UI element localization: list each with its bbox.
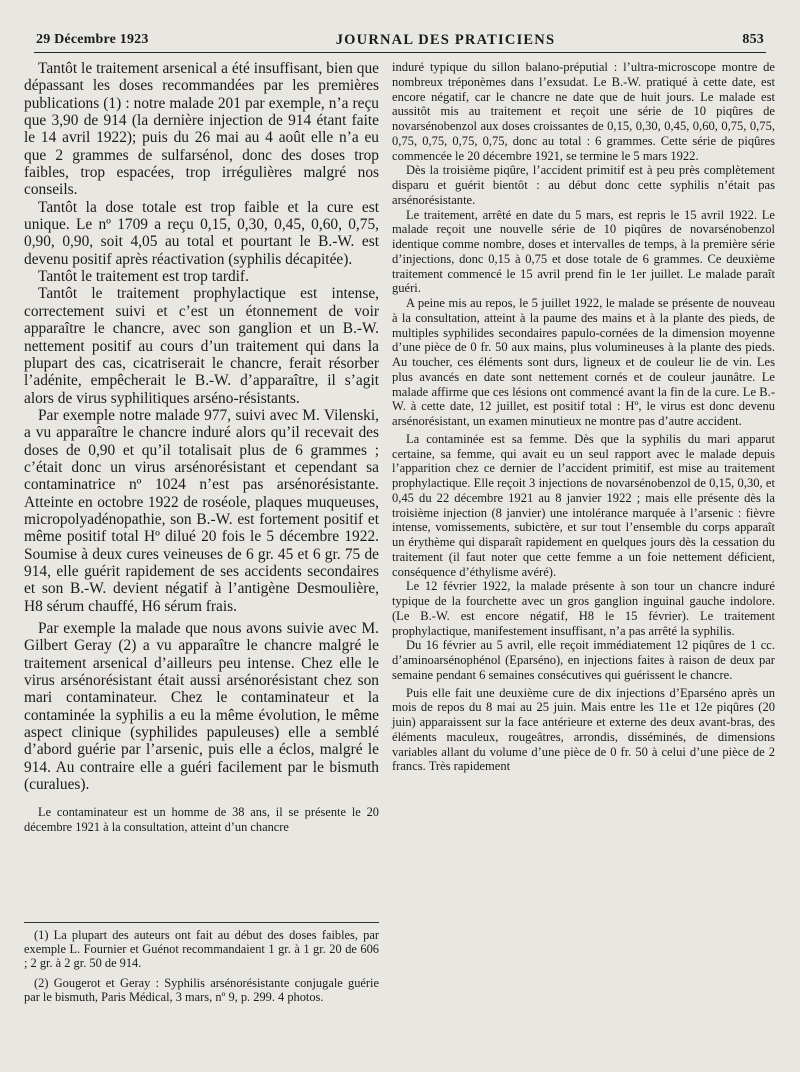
issue-date: 29 Décembre 1923	[36, 32, 149, 47]
right-column	[392, 60, 775, 774]
journal-title: JOURNAL DES PRATICIENS	[335, 31, 556, 48]
footnote-2: (2) Gougerot et Geray : Syphilis arsénorésistante conjugale guérie par le bismuth, Paris Médical, 3 mars, nº 9, p. 299. 4 photos.	[24, 976, 379, 1004]
paragraph: Le contaminateur est un homme de 38 ans, il se présente le 20 décembre 1921 à la consultation, atteint d’un chancre	[24, 805, 379, 835]
paragraph: Dès la troisième piqûre, l’accident primitif est à peu près complètement disparu et guérit bientôt : au début donc cette syphilis n’était pas arsénorésistante.	[392, 163, 775, 207]
footnote-1: (1) La plupart des auteurs ont fait au début des doses faibles, par exemple L. Fournier et Guénot recommandaient 1 gr. à 1 gr. 20 de 606 ; 2 gr. à 2 gr. 50 de 914.	[24, 928, 379, 970]
paragraph: Tantôt le traitement prophylactique est intense, correctement suivi et c’est un étonnement de voir apparaître le chancre, avec son ganglion et un B.-W. nettement positif au cours d’un traitement qui dans la plupart des cas, cicatriserait le chancre, ferait résorber l’adénite, empêcherait le B.-W. d’apparaître, il s’agit alors de virus syphilitiques arséno-résistants.	[24, 285, 379, 407]
paragraph: Le 12 février 1922, la malade présente à son tour un chancre induré typique de la fourchette avec un gros ganglion inguinal gauche indolore. (Le B.-W. est encore négatif, H8 le 15 février). Le traitement prophylactique, manifestement insuffisant, n’a pas arrêté la syphilis.	[392, 579, 775, 638]
footnotes	[24, 928, 379, 1010]
paragraph: Tantôt le traitement arsenical a été insuffisant, bien que dépassant les doses recommandées par les premières publications (1) : notre malade 201 par exemple, n’a reçu que 3,90 de 914 (la dernière injection de 914 étant faite le 14 avril 1922); puis du 26 mai au 4 août elle n’a eu que 2 grammes de sulfarsénol, donc des doses trop faibles, trop espacées, trop irrégulières malgré nos conseils.	[24, 60, 379, 199]
left-column	[24, 60, 379, 835]
running-header	[36, 30, 764, 50]
paragraph: Tantôt le traitement est trop tardif.	[38, 268, 249, 286]
paragraph: Le traitement, arrêté en date du 5 mars, est repris le 15 avril 1922. Le malade reçoit une nouvelle série de 10 piqûres de novarsénobenzol identique comme nombre, doses et intervalles de temps, à la première série d’injections, donc 0,15 à 0,75 et dose totale de 6 grammes. Ce deuxième traitement commencé le 15 avril prend fin le 1er juillet. Le malade paraît guéri.	[392, 207, 775, 296]
paragraph: La contaminée est sa femme. Dès que la syphilis du mari apparut certaine, sa femme, qui avait eu un seul rapport avec le malade depuis l’apparition chez ce dernier de l’accident primitif, est mise au traitement prophylactique. Elle reçoit 3 injections de novarsénobenzol de 0,15, 0,30, et 0,45 du 22 décembre 1921 au 8 janvier 1922 ; mais elle présente dès la troisième injection (8 janvier) une intolérance marquée à l’arsenic : fièvre intense, vomissements, subictère, et sur tout l’ensemble du corps apparaît un érythème qui disparaît rapidement en quelques jours dès la cessation du traitement (il faut noter que cette femme a un foie nettement déficient, conséquence d’éthylisme avéré).	[392, 431, 775, 579]
paragraph: Par exemple notre malade 977, suivi avec M. Vilenski, a vu apparaître le chancre induré alors qu’il recevait des doses de 0,90 et qu’il totalisait plus de 6 grammes ; c’était donc un virus arsénorésistant et cependant sa contaminatrice nº 1024 n’est pas arsénorésistante. Atteinte en octobre 1922 de roséole, plaques muqueuses, micropolyadénopathie, son B.-W. est fortement positif et même positif total Hº dilué 20 fois le 5 décembre 1922. Soumise à deux cures veineuses de 6 gr. 45 et 6 gr. 75 de 914, elle guérit rapidement de ses accidents secondaires et son B.-W. devient négatif à l’antigène Desmoulière, H8 sérum chauffé, H6 sérum frais.	[24, 406, 379, 615]
header-rule	[34, 52, 766, 53]
page-number: 853	[742, 32, 764, 47]
paragraph: A peine mis au repos, le 5 juillet 1922, le malade se présente de nouveau à la consultation, atteint à la paume des mains et à la plante des pieds, de multiples syphilides secondaires papulo-cornées de la dimension moyenne d’une pièce de 0 fr. 50 aux mains, plus volumineuses à la plante des pieds. Au toucher, ces éléments sont durs, ligneux et de couleur lie de vin. Les plus avancés en date sont nettement cornés et de couleur jaunâtre. Le malade affirme que ces lésions ont commencé avant la fin de la cure. Le B.-W. à cette date, 12 juillet, est positif total : Hº, le virus est donc devenu arsénorésistant, un examen minutieux ne montre pas d’autre accident.	[392, 296, 775, 428]
paragraph: Puis elle fait une deuxième cure de dix injections d’Eparséno après un mois de repos du 8 mai au 25 juin. Mais entre les 11e et 12e piqûres (20 juin) apparaissent sur la face antérieure et externe des deux avant-bras, des éléments maculeux, rougeâtres, arrondis, disséminés, de dimensions variables allant du volume d’une pièce de 0 fr. 50 à celui d’une pièce de 2 francs. Très rapidement	[392, 685, 775, 774]
paragraph: Tantôt la dose totale est trop faible et la cure est unique. Le nº 1709 a reçu 0,15, 0,30, 0,45, 0,60, 0,75, 0,90, 0,90, soit 4,05 au total et pourtant le B.-W. est devenu positif après réactivation (syphilis décapitée).	[24, 198, 379, 268]
footnote-rule	[24, 922, 379, 923]
paragraph: induré typique du sillon balano-préputial : l’ultra-microscope montre de nombreux tréponèmes dans l’exsudat. Le B.-W. pratiqué à cette date, est encore négatif, car le chancre ne date que de huit jours. Le malade est aussitôt mis au traitement et reçoit une série de 10 piqûres de novarsénobenzol aux doses croissantes de 0,15, 0,30, 0,45, 0,60, 0,75, 0,75, 0,75, 0,75, 0,75, 0,75, donc au total : 6 grammes. Cette série de piqûres commencée le 20 décembre 1921, se termine le 5 mars 1922.	[392, 60, 775, 163]
paragraph: Par exemple la malade que nous avons suivie avec M. Gilbert Geray (2) a vu apparaître le chancre malgré le traitement arsenical d’ailleurs peu intense. Chez elle le virus arsénorésistant était aussi arsénorésistant chez son mari contaminateur. Chez le contaminateur et la contaminée la syphilis a eu la même évolution, le même aspect clinique (syphilides papuleuses) elle a semblé d’abord guérie par l’arsenic, puis elle a éclos, malgré le 914. Au contraire elle a guéri facilement par le bismuth (curalues).	[24, 620, 379, 794]
paragraph: Du 16 février au 5 avril, elle reçoit immédiatement 12 piqûres de 1 cc. d’aminoarsénophénol (Eparséno), en injections faites à raison de deux par semaine pendant 6 semaines consécutives qui guérissent le chancre.	[392, 638, 775, 682]
